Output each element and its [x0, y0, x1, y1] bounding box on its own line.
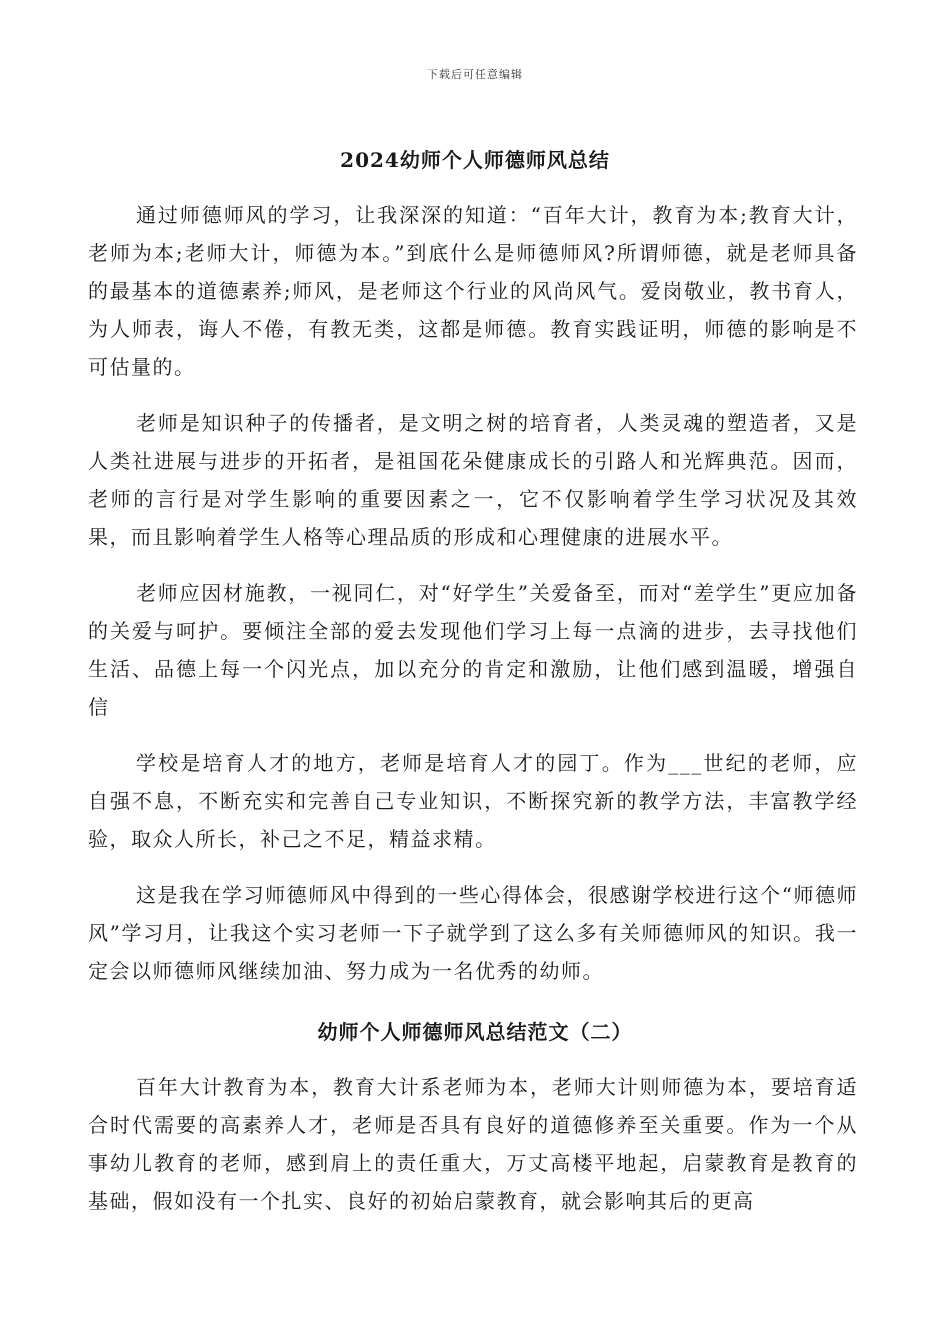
section-2-paragraph-1: 百年大计教育为本，教育大计系老师为本，老师大计则师德为本，要培育适合时代需要的高素养人才，老师是否具有良好的道德修养至关重要。作为一个从事幼儿教育的老师，感到肩上的责任重大，万丈高楼平地起，启蒙教育是教育的基础，假如没有一个扎实、良好的初始启蒙教育，就会影响其后的更高 — [88, 1075, 858, 1213]
header-note: 下载后可任意编辑 — [427, 68, 523, 81]
paragraph-2: 老师是知识种子的传播者，是文明之树的培育者，人类灵魂的塑造者，又是人类社进展与进步的开拓者，是祖国花朵健康成长的引路人和光辉典范。因而，老师的言行是对学生影响的重要因素之一，它不仅影响着学生学习状况及其效果，而且影响着学生人格等心理品质的形成和心理健康的进展水平。 — [88, 411, 858, 549]
section-2-title: 幼师个人师德师风总结范文（二） — [317, 1020, 633, 1044]
paragraph-1: 通过师德师风的学习，让我深深的知道：“百年大计，教育为本;教育大计，老师为本;老师大计，师德为本。”到底什么是师德师风?所谓师德，就是老师具备的最基本的道德素养;师风，是老师这个行业的风尚风气。爱岗敬业，教书育人，为人师表，诲人不倦，有教无类，这都是师德。教育实践证明，师德的影响是不可估量的。 — [88, 203, 858, 379]
paragraph-5: 这是我在学习师德师风中得到的一些心得体会，很感谢学校进行这个“师德师风”学习月，让我这个实习老师一下子就学到了这么多有关师德师风的知识。我一定会以师德师风继续加油、努力成为一名优秀的幼师。 — [88, 883, 858, 983]
paragraph-3: 老师应因材施教，一视同仁，对“好学生”关爱备至，而对“差学生”更应加备的关爱与呵护。要倾注全部的爱去发现他们学习上每一点滴的进步，去寻找他们生活、品德上每一个闪光点，加以充分的肯定和激励，让他们感到温暖，增强自信 — [88, 581, 858, 719]
document-title: 2024幼师个人师德师风总结 — [340, 148, 610, 172]
paragraph-4: 学校是培育人才的地方，老师是培育人才的园丁。作为___世纪的老师，应自强不息，不断充实和完善自己专业知识，不断探究新的教学方法，丰富教学经验，取众人所长，补己之不足，精益求精。 — [88, 751, 858, 851]
